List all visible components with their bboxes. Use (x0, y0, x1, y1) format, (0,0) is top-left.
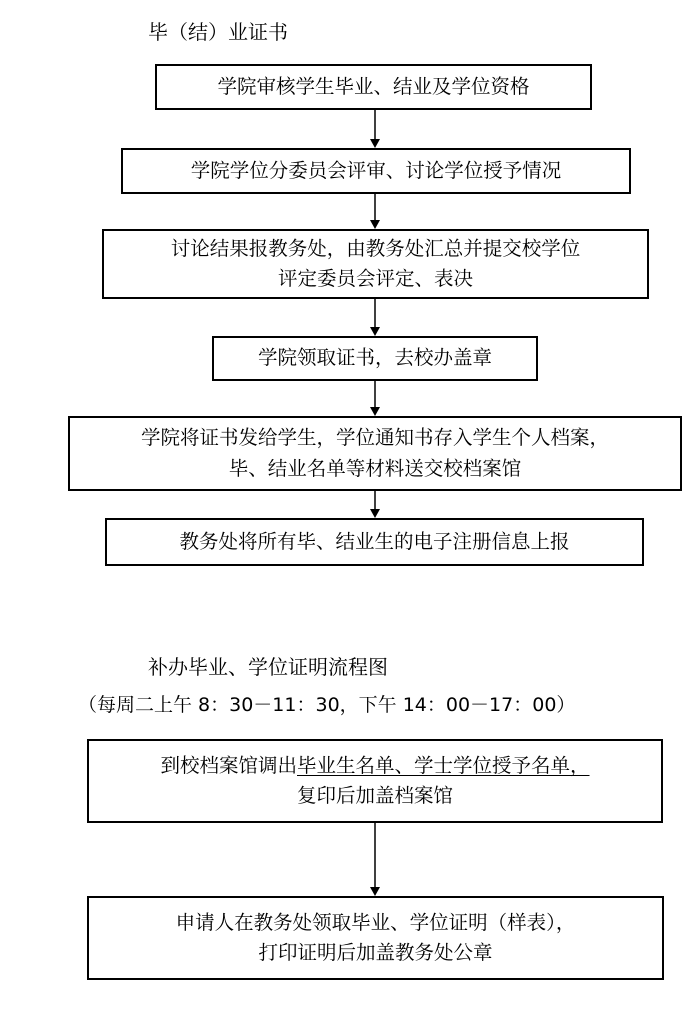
flow-step-3-line-1: 讨论结果报教务处，由教务处汇总并提交校学位 (170, 236, 581, 260)
flow2-step-2-line-1: 申请人在教务处领取毕业、学位证明（样表）， (175, 910, 576, 934)
section2-title: 补办毕业、学位证明流程图 (148, 655, 388, 679)
arrowhead-3-4 (370, 327, 380, 336)
flow-step-4-text: 学院领取证书，去校办盖章 (257, 346, 492, 370)
flow-step-2-text: 学院学位分委员会评审、讨论学位授予情况 (190, 158, 562, 182)
flow-step-1-text: 学院审核学生毕业、结业及学位资格 (217, 74, 530, 98)
flow2-step-1-underlined: 毕业生名单、学士学位授予名单， (297, 753, 590, 777)
arrowhead-2-3 (370, 220, 380, 229)
flow-step-5-line-2: 毕、结业名单等材料送交校档案馆 (228, 456, 522, 480)
flow-step-6-text: 教务处将所有毕、结业生的电子注册信息上报 (179, 529, 570, 553)
flow-step-5-line-1: 学院将证书发给学生，学位通知书存入学生个人档案， (140, 426, 609, 450)
flow2-step-2-line-2: 打印证明后加盖教务处公章 (258, 941, 493, 964)
flow2-step-1-line-2: 复印后加盖档案馆 (296, 784, 453, 807)
section2-schedule: （每周二上午 8：30－11：30，下午 14：00－17：00） (78, 694, 576, 716)
arrowhead-1-2 (370, 139, 380, 148)
flow-step-3-line-2: 评定委员会评定、表决 (277, 267, 473, 290)
section1-title: 毕（结）业证书 (148, 20, 288, 44)
arrowhead-4-5 (370, 407, 380, 416)
flow2-step-1-prefix: 到校档案馆调出 (160, 753, 297, 777)
arrowhead2-1-2 (370, 887, 380, 896)
arrowhead-5-6 (370, 509, 380, 518)
